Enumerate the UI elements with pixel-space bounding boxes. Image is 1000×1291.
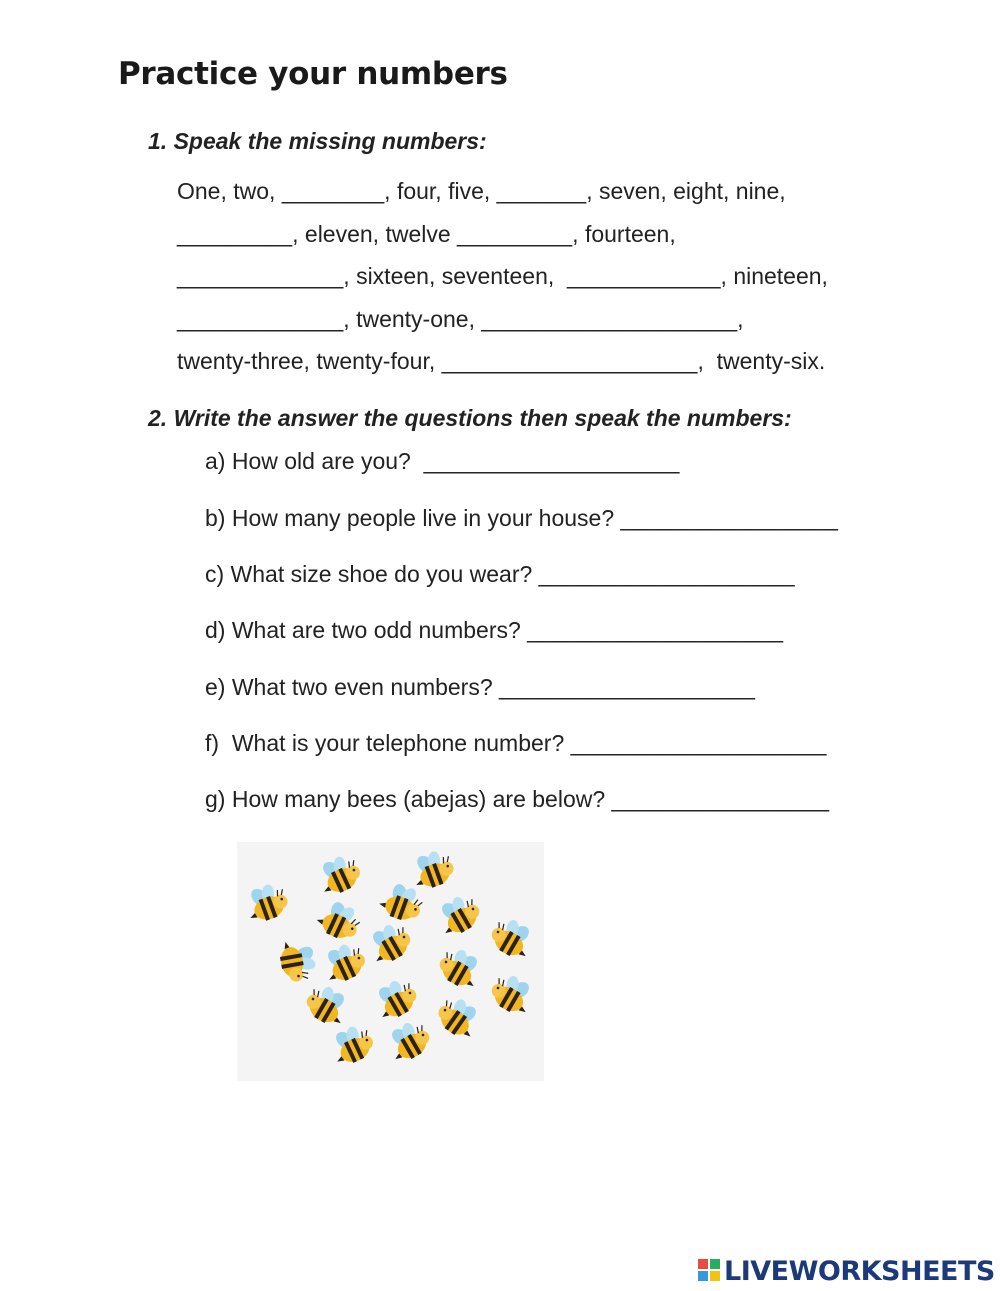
bee (362, 916, 416, 968)
question-d: d) What are two odd numbers? ____________________ (205, 617, 783, 643)
bee (431, 888, 485, 940)
bee (432, 990, 486, 1043)
exercise-line: _____________, sixteen, seventeen, ____________, nineteen, (177, 263, 828, 289)
section-1-heading: 1. Speak the missing numbers: (148, 128, 487, 154)
bee (278, 937, 321, 984)
bee (381, 1014, 435, 1066)
bee (312, 849, 364, 899)
liveworksheets-logo (698, 1255, 995, 1287)
logo-blocks-icon (698, 1257, 722, 1285)
section-2-heading: 2. Write the answer the questions then speak the numbers: (148, 405, 792, 431)
question-e: e) What two even numbers? ____________________ (205, 674, 755, 700)
bee (317, 937, 369, 987)
exercise-line: twenty-three, twenty-four, ____________________, twenty-six. (177, 348, 826, 374)
bee (325, 1019, 377, 1069)
bee (486, 911, 540, 963)
page-title: Practice your numbers (118, 56, 508, 92)
logo-text: LIVEWORKSHEETS (724, 1255, 995, 1287)
question-f: f) What is your telephone number? ____________________ (205, 730, 827, 756)
bee (301, 978, 355, 1030)
question-a: a) How old are you? ____________________ (205, 448, 680, 474)
bees-illustration (237, 842, 544, 1081)
exercise-line: _________, eleven, twelve _________, fourteen, (177, 221, 676, 247)
question-g: g) How many bees (abejas) are below? _________________ (205, 786, 829, 812)
bee (407, 845, 458, 893)
question-b: b) How many people live in your house? _________________ (205, 505, 838, 531)
bee (368, 972, 422, 1024)
exercise-line: _____________, twenty-one, ____________________, (177, 306, 744, 332)
bee (313, 894, 365, 944)
bees-image (237, 842, 544, 1081)
bee (486, 967, 540, 1019)
question-c: c) What size shoe do you wear? ____________________ (205, 561, 795, 587)
bee (434, 941, 488, 993)
bee (241, 878, 292, 926)
exercise-line: One, two, ________, four, five, _______, seven, eight, nine, (177, 178, 786, 204)
